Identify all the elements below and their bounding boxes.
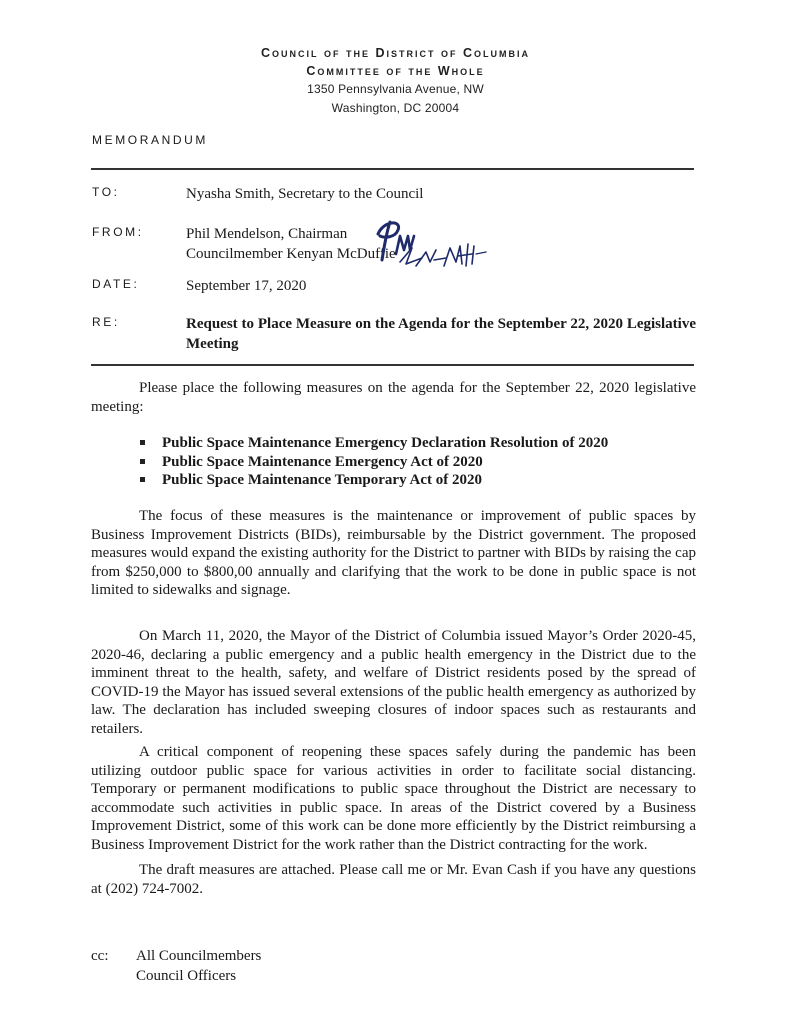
- from-label: FROM:: [92, 225, 144, 239]
- emergency-paragraph: [91, 627, 696, 738]
- cc-recipients: [136, 946, 261, 986]
- bullet-square-icon: [140, 459, 145, 464]
- letterhead-committee-name: Committee of the Whole: [306, 64, 485, 78]
- measure-title: Public Space Maintenance Temporary Act of 2020: [162, 472, 482, 488]
- re-subject: Request to Place Measure on the Agenda for the September 22, 2020 Legislative Meeting: [186, 316, 696, 352]
- measures-list: [140, 434, 608, 490]
- from-sender-councilmember: Councilmember Kenyan McDuffie: [186, 246, 396, 262]
- focus-text: The focus of these measures is the maintenance or improvement of public spaces by Business Improvement Districts (BIDs), reimbursable by the District government. The proposed measures would expand the existing authority for the District to partner with BIDs by raising the cap from $250,000 to $800,00 annually and clarifying that the work to be done in public space is not limited to sidewalks and signage.: [91, 508, 696, 598]
- memorandum-heading: MEMORANDUM: [92, 133, 208, 147]
- closing-text: The draft measures are attached. Please call me or Mr. Evan Cash if you have any questions at (202) 724-7002.: [91, 862, 696, 897]
- to-label: TO:: [92, 185, 120, 199]
- cc-recipient: All Councilmembers: [136, 948, 262, 964]
- measure-item: [140, 471, 608, 490]
- bullet-square-icon: [140, 440, 145, 445]
- letterhead-council-name: Council of the District of Columbia: [261, 46, 530, 60]
- focus-paragraph: [91, 507, 696, 600]
- measure-title: Public Space Maintenance Emergency Declaration Resolution of 2020: [162, 435, 609, 451]
- reopening-paragraph: [91, 743, 696, 854]
- councilmember-initials-signature: [396, 240, 490, 270]
- from-sender-chairman: Phil Mendelson, Chairman: [186, 226, 348, 242]
- header-bottom-divider: [91, 364, 694, 366]
- re-label: RE:: [92, 315, 120, 329]
- to-value: Nyasha Smith, Secretary to the Council: [186, 186, 424, 202]
- closing-paragraph: [91, 861, 696, 898]
- header-top-divider: [91, 168, 694, 170]
- date-label: DATE:: [92, 277, 140, 291]
- letterhead: [0, 44, 791, 118]
- letterhead-street-address: 1350 Pennsylvania Avenue, NW: [307, 82, 484, 96]
- intro-text: Please place the following measures on the agenda for the September 22, 2020 legislative meeting:: [91, 380, 696, 415]
- measure-item: [140, 434, 608, 453]
- reopening-text: A critical component of reopening these spaces safely during the pandemic has been utilizing outdoor public space for various activities in order to facilitate social distancing. Temporary or permanent modifications to public space throughout the District are necessary to accommodate such activities in public space. In areas of the District covered by a Business Improvement District, some of this work can be done more efficiently by the District reimbursing a Business Improvement District for the work rather than the District contracting for the work.: [91, 744, 696, 853]
- bullet-square-icon: [140, 477, 145, 482]
- measure-title: Public Space Maintenance Emergency Act of 2020: [162, 453, 483, 470]
- date-value: September 17, 2020: [186, 278, 307, 294]
- cc-label: cc:: [91, 948, 109, 964]
- intro-paragraph: [91, 379, 696, 416]
- emergency-text: On March 11, 2020, the Mayor of the District of Columbia issued Mayor’s Order 2020-45, 2020-46, declaring a public emergency and a public health emergency in the District due to the imminent threat to the health, safety, and welfare of District residents posed by the spread of COVID-19 the Mayor has issued several extensions of the public health emergency as authorized by law. The declaration has included sweeping closures of indoor spaces such as restaurants and retailers.: [91, 628, 696, 737]
- letterhead-city-address: Washington, DC 20004: [331, 101, 460, 115]
- measure-item: [140, 453, 608, 472]
- cc-recipient: Council Officers: [136, 968, 237, 984]
